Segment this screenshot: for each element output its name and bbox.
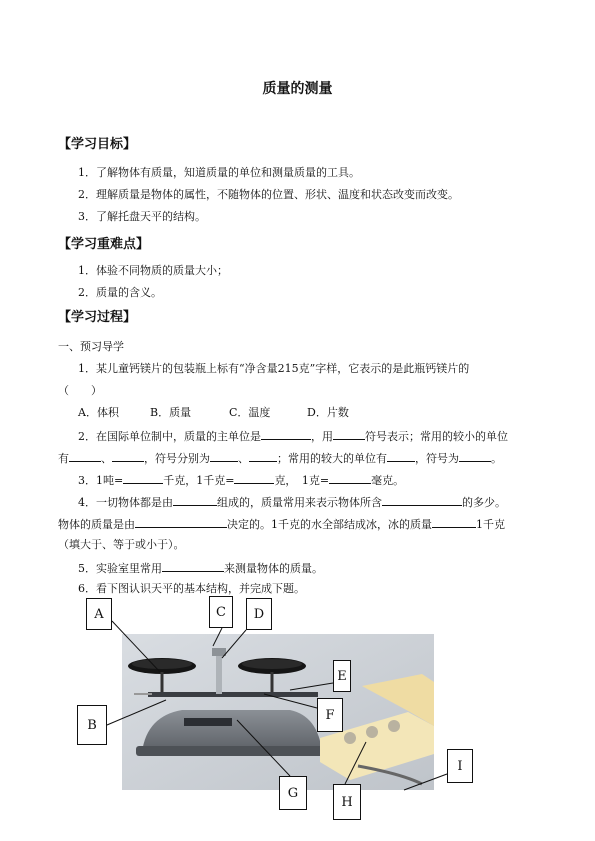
- section-heading-key-points: 【学习重难点】: [58, 237, 150, 252]
- question-1-answer-paren: （ ）: [58, 384, 102, 397]
- blank[interactable]: [329, 472, 371, 484]
- blank[interactable]: [432, 516, 476, 528]
- question-4-line-2: 物体的质量是由 决定的。1千克的水全部结成冰，冰的质量 1千克: [58, 518, 505, 531]
- part-heading: 一、预习导学: [58, 340, 124, 353]
- section-heading-goals: 【学习目标】: [58, 137, 137, 152]
- label-box-b: B: [77, 705, 107, 745]
- blank[interactable]: [123, 472, 163, 484]
- blank[interactable]: [112, 450, 144, 462]
- question-3-text: 3．1吨= 千克，1千克= 克， 1克= 毫克。: [78, 474, 405, 487]
- blank[interactable]: [234, 472, 274, 484]
- blank[interactable]: [162, 560, 224, 572]
- key-point-item: 2．质量的含义。: [78, 286, 162, 299]
- blank[interactable]: [387, 450, 415, 462]
- label-box-f: F: [317, 698, 343, 732]
- goal-item: 1．了解物体有质量，知道质量的单位和测量质量的工具。: [78, 166, 360, 179]
- label-box-h: H: [333, 784, 361, 820]
- blank[interactable]: [69, 450, 101, 462]
- label-box-a: A: [86, 598, 112, 630]
- goal-item: 3．了解托盘天平的结构。: [78, 210, 206, 223]
- label-box-c: C: [209, 596, 233, 628]
- blank[interactable]: [249, 450, 277, 462]
- question-1-option-d: D．片数: [307, 406, 349, 419]
- question-1-text: 1．某儿童钙镁片的包装瓶上标有“净含量215克”字样，它表示的是此瓶钙镁片的: [78, 362, 470, 375]
- question-1-option-a: A．体积: [78, 406, 119, 419]
- question-4-line-1: 4．一切物体都是由 组成的，质量常用来表示物体所含 的多少。: [78, 496, 506, 509]
- key-point-item: 1．体验不同物质的质量大小；: [78, 264, 228, 277]
- label-box-d: D: [246, 598, 272, 630]
- blank[interactable]: [459, 450, 491, 462]
- question-4-line-3: （填大于、等于或小于）。: [58, 538, 185, 551]
- goal-item: 2．理解质量是物体的属性，不随物体的位置、形状、温度和状态改变而改变。: [78, 188, 459, 201]
- balance-photo: [122, 634, 434, 790]
- question-2-line-1: 2．在国际单位制中，质量的主单位是 ，用 符号表示；常用的较小的单位: [78, 430, 508, 443]
- question-1-option-c: C．温度: [229, 406, 271, 419]
- blank[interactable]: [210, 450, 238, 462]
- question-5-text: 5．实验室里常用 来测量物体的质量。: [78, 562, 323, 575]
- question-6-text: 6．看下图认识天平的基本结构，并完成下题。: [78, 582, 305, 595]
- label-box-e: E: [333, 660, 351, 692]
- blank[interactable]: [382, 494, 462, 506]
- label-box-g: G: [279, 776, 307, 810]
- question-2-line-2: 有 、 ，符号分别为 、 ；常用的较大的单位有 ，符号为 。: [58, 452, 502, 465]
- section-heading-process: 【学习过程】: [58, 310, 137, 325]
- question-1-option-b: B．质量: [150, 406, 192, 419]
- blank[interactable]: [333, 428, 365, 440]
- label-box-i: I: [447, 749, 473, 783]
- blank[interactable]: [173, 494, 217, 506]
- blank[interactable]: [135, 516, 227, 528]
- page-title: 质量的测量: [262, 81, 333, 97]
- blank[interactable]: [261, 428, 311, 440]
